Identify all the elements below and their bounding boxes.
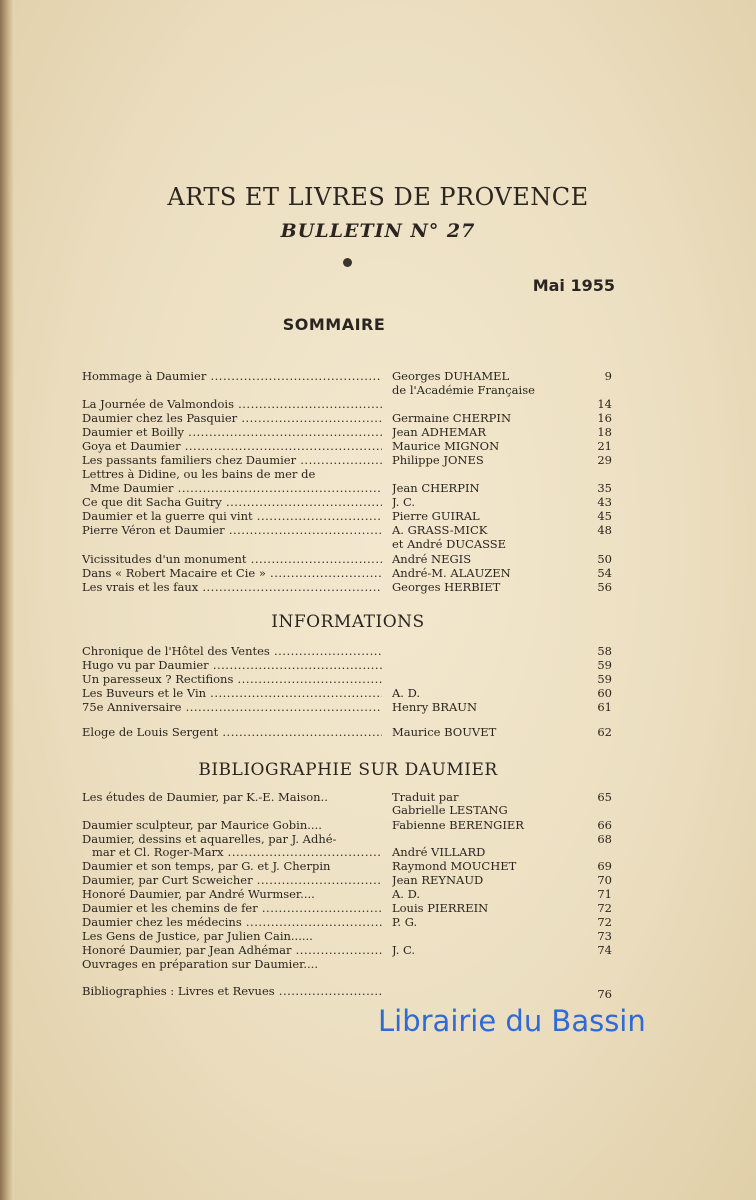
toc-author: Fabienne BERENGIER	[392, 818, 524, 832]
toc-page: 48	[597, 523, 612, 537]
toc-row[interactable]	[82, 644, 616, 658]
toc-title: mar et Cl. Roger-Marx .....	[92, 845, 382, 859]
bulletin-number: BULLETIN N° 27	[280, 220, 476, 242]
toc-page: 56	[597, 580, 612, 594]
toc-page: 58	[597, 644, 612, 658]
toc-row[interactable]	[82, 411, 616, 425]
toc-row[interactable]	[82, 566, 616, 580]
toc-page: 76	[597, 987, 612, 1001]
toc-row[interactable]	[82, 509, 616, 523]
page-title: ARTS ET LIVRES DE PROVENCE	[167, 183, 589, 211]
toc-page: 18	[597, 425, 612, 439]
toc-row[interactable]	[82, 658, 616, 672]
toc-title: Les vrais et les faux .....	[82, 580, 382, 594]
page-edge	[0, 0, 14, 1200]
toc-author: Germaine CHERPIN	[392, 411, 512, 425]
toc-author: A. GRASS-MICK	[392, 523, 488, 537]
toc-title: 75e Anniversaire .....	[82, 700, 382, 714]
toc-row[interactable]	[82, 873, 616, 887]
toc-page: 21	[597, 439, 612, 453]
toc-title: Lettres à Didine, ou les bains de mer de	[82, 467, 316, 481]
informations-heading: INFORMATIONS	[271, 612, 425, 632]
toc-author: Jean ADHEMAR	[392, 425, 487, 439]
toc-page: 73	[597, 929, 612, 943]
toc-title: Bibliographies : Livres et Revues .....	[82, 984, 382, 998]
toc-row[interactable]	[82, 369, 616, 383]
toc-author: Raymond MOUCHET	[392, 859, 517, 873]
toc-title: Ce que dit Sacha Guitry .....	[82, 495, 382, 509]
toc-row	[82, 467, 616, 481]
toc-page: 43	[597, 495, 612, 509]
toc-row	[82, 537, 616, 551]
toc-title: Les passants familiers chez Daumier .....	[82, 453, 382, 467]
toc-row[interactable]	[82, 481, 616, 495]
toc-page: 69	[597, 859, 612, 873]
toc-row[interactable]	[82, 901, 616, 915]
toc-author: P. G.	[392, 915, 418, 929]
sommaire-heading: SOMMAIRE	[282, 315, 386, 334]
toc-page: 14	[597, 397, 612, 411]
toc-row[interactable]	[82, 700, 616, 714]
toc-row[interactable]	[82, 845, 616, 859]
toc-row[interactable]	[82, 818, 616, 832]
toc-page: 59	[597, 672, 612, 686]
toc-row	[82, 383, 616, 397]
toc-row[interactable]	[82, 453, 616, 467]
toc-title: La Journée de Valmondois .....	[82, 397, 382, 411]
toc-title: Daumier et les chemins de fer .....	[82, 901, 382, 915]
toc-row[interactable]	[82, 552, 616, 566]
toc-title: Daumier sculpteur, par Maurice Gobin....	[82, 818, 322, 832]
toc-title: Honoré Daumier, par Jean Adhémar .....	[82, 943, 382, 957]
toc-row[interactable]	[82, 523, 616, 537]
toc-page: 62	[597, 725, 612, 739]
toc-author: Georges HERBIET	[392, 580, 501, 594]
toc-page: 29	[597, 453, 612, 467]
toc-title: Dans « Robert Macaire et Cie » .....	[82, 566, 382, 580]
toc-row[interactable]	[82, 887, 616, 901]
toc-author: Jean REYNAUD	[392, 873, 484, 887]
toc-title: Daumier, par Curt Scweicher .....	[82, 873, 382, 887]
toc-row[interactable]	[82, 929, 616, 943]
toc-row[interactable]	[82, 686, 616, 700]
toc-author: J. C.	[392, 495, 416, 509]
toc-page: 68	[597, 832, 612, 846]
toc-page: 50	[597, 552, 612, 566]
toc-page: 54	[597, 566, 612, 580]
toc-page: 74	[597, 943, 612, 957]
toc-page: 45	[597, 509, 612, 523]
toc-page: 16	[597, 411, 612, 425]
toc-author: Gabrielle LESTANG	[392, 803, 508, 817]
toc-title: Hommage à Daumier .....	[82, 369, 382, 383]
toc-row[interactable]	[82, 425, 616, 439]
toc-title: Les Gens de Justice, par Julien Cain......	[82, 929, 313, 943]
toc-row[interactable]	[82, 439, 616, 453]
toc-author: Philippe JONES	[392, 453, 484, 467]
toc-author: et André DUCASSE	[392, 537, 507, 551]
toc-row[interactable]	[82, 397, 616, 411]
bullet-ornament	[343, 258, 352, 267]
toc-title: Chronique de l'Hôtel des Ventes .....	[82, 644, 382, 658]
toc-page: 72	[597, 915, 612, 929]
toc-author: de l'Académie Française	[392, 383, 535, 397]
toc-author: Pierre GUIRAL	[392, 509, 480, 523]
toc-row[interactable]	[82, 984, 616, 1001]
toc-author: Maurice MIGNON	[392, 439, 500, 453]
issue-date: Mai 1955	[532, 276, 615, 295]
toc-row[interactable]	[82, 943, 616, 957]
toc-title: Hugo vu par Daumier .....	[82, 658, 382, 672]
toc-title: Les études de Daumier, par K.-E. Maison..	[82, 790, 328, 804]
toc-title: Daumier, dessins et aquarelles, par J. Adhé-	[82, 832, 337, 846]
toc-author: A. D.	[392, 686, 421, 700]
toc-author: André NEGIS	[392, 552, 472, 566]
toc-page: 66	[597, 818, 612, 832]
toc-author: A. D.	[392, 887, 421, 901]
toc-title: Daumier et Boilly .....	[82, 425, 382, 439]
toc-row[interactable]	[82, 859, 616, 873]
toc-page: 59	[597, 658, 612, 672]
toc-author: Jean CHERPIN	[392, 481, 480, 495]
bookseller-watermark: Librairie du Bassin	[378, 1004, 646, 1038]
toc-page: 70	[597, 873, 612, 887]
toc-row[interactable]	[82, 957, 616, 971]
toc-row	[82, 803, 616, 817]
toc-title: Les Buveurs et le Vin .....	[82, 686, 382, 700]
toc-title: Un paresseux ? Rectifions .....	[82, 672, 382, 686]
toc-page: 71	[597, 887, 612, 901]
toc-title: Eloge de Louis Sergent .....	[82, 725, 382, 739]
toc-author: Georges DUHAMEL	[392, 369, 510, 383]
toc-page: 65	[597, 790, 612, 804]
bibliographie-heading: BIBLIOGRAPHIE SUR DAUMIER	[198, 760, 498, 780]
toc-page: 9	[604, 369, 612, 383]
toc-title: Mme Daumier .....	[90, 481, 382, 495]
toc-page: 61	[597, 700, 612, 714]
toc-row[interactable]	[82, 495, 616, 509]
toc-author: Louis PIERREIN	[392, 901, 489, 915]
toc-title: Goya et Daumier .....	[82, 439, 382, 453]
toc-title: Ouvrages en préparation sur Daumier....	[82, 957, 318, 971]
toc-title: Vicissitudes d'un monument .....	[82, 552, 382, 566]
toc-author: Traduit par	[392, 790, 459, 804]
toc-title: Daumier chez les Pasquier .....	[82, 411, 382, 425]
toc-author: J. C.	[392, 943, 416, 957]
toc-row[interactable]	[82, 790, 616, 804]
toc-page: 60	[597, 686, 612, 700]
toc-author: Maurice BOUVET	[392, 725, 497, 739]
toc-title: Daumier chez les médecins .....	[82, 915, 382, 929]
toc-title: Daumier et son temps, par G. et J. Cherpin	[82, 859, 331, 873]
toc-author: Henry BRAUN	[392, 700, 478, 714]
toc-row[interactable]	[82, 832, 616, 846]
toc-author: André-M. ALAUZEN	[392, 566, 511, 580]
toc-page: 72	[597, 901, 612, 915]
toc-title: Honoré Daumier, par André Wurmser....	[82, 887, 315, 901]
toc-page: 35	[597, 481, 612, 495]
toc-row[interactable]	[82, 725, 616, 739]
toc-title: Pierre Véron et Daumier .....	[82, 523, 382, 537]
toc-row[interactable]	[82, 915, 616, 929]
toc-title: Daumier et la guerre qui vint .....	[82, 509, 382, 523]
toc-row[interactable]	[82, 580, 616, 594]
toc-author: André VILLARD	[392, 845, 486, 859]
toc-row[interactable]	[82, 672, 616, 686]
